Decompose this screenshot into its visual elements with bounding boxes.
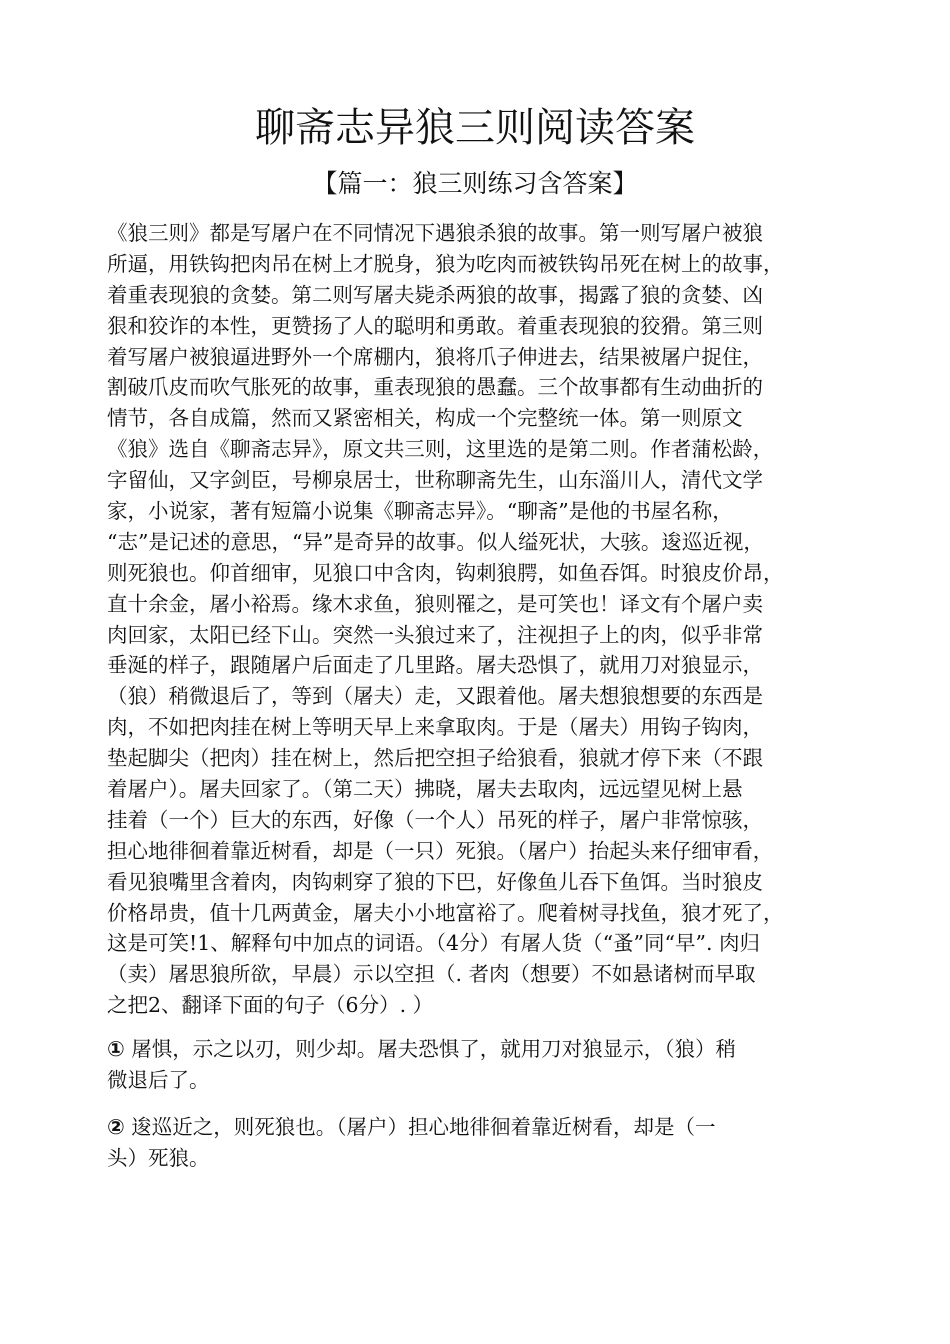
text-line: 之把2、翻译下面的句子（6分）. ）: [107, 993, 434, 1018]
text-line: 挂着（一个）巨大的东西，好像（一个人）吊死的样子，屠户非常惊骇，: [107, 807, 763, 832]
text-line: 狠和狡诈的本性，更赞扬了人的聪明和勇敢。着重表现狼的狡猾。第三则: [107, 313, 763, 338]
text-line: （狼）稍微退后了，等到（屠夫）走，又跟着他。屠夫想狼想要的东西是: [107, 684, 763, 709]
item-marker: ②: [107, 1115, 125, 1139]
text-line: 头）死狼。: [107, 1145, 210, 1170]
text-line: 垫起脚尖（把肉）挂在树上，然后把空担子给狼看，狼就才停下来（不跟: [107, 746, 763, 771]
page-title: 聊斋志异狼三则阅读答案: [255, 105, 695, 151]
text-line: 担心地徘徊着靠近树看，却是（一只）死狼。（屠户）抬起头来仔细审看，: [107, 838, 774, 863]
text-line: 价格昂贵，值十几两黄金，屠夫小小地富裕了。爬着树寻找鱼，狼才死了，: [107, 900, 784, 925]
text-line: 《狼三则》都是写屠户在不同情况下遇狼杀狼的故事。第一则写屠户被狼: [107, 221, 763, 245]
text-line: 着重表现狼的贪婪。第二则写屠夫毙杀两狼的故事，揭露了狼的贪婪、凶: [107, 282, 763, 307]
text-line: 看见狼嘴里含着肉，肉钩刺穿了狼的下巴，好像鱼儿吞下鱼饵。当时狼皮: [107, 869, 763, 894]
answer-item-2: [107, 1112, 857, 1174]
body-text: [107, 218, 857, 1021]
text-line: 割破爪皮而吹气胀死的故事，重表现狼的愚蠢。三个故事都有生动曲折的: [107, 375, 763, 400]
text-line: 逡巡近之，则死狼也。（屠户）担心地徘徊着靠近树看，却是（一: [124, 1115, 716, 1139]
text-line: 着屠户）。屠夫回家了。（第二天）拂晓，屠夫去取肉，远远望见树上悬: [107, 777, 743, 802]
text-line: 微退后了。: [107, 1067, 210, 1092]
text-line: 则死狼也。仰首细审，见狼口中含肉，钩刺狼腭，如鱼吞饵。时狼皮价昂，: [107, 560, 784, 585]
text-line: 肉，不如把肉挂在树上等明天早上来拿取肉。于是（屠夫）用钩子钩肉，: [107, 715, 763, 740]
section-heading: 【篇一：狼三则练习含答案】: [312, 169, 638, 198]
text-line: 字留仙，又字剑臣，号柳泉居士，世称聊斋先生，山东淄川人，清代文学: [107, 468, 763, 493]
text-line: 这是可笑!1、解释句中加点的词语。（4分）有屠人货（“蚤”同“早”. 肉归: [107, 931, 761, 956]
text-line: “志”是记述的意思，“异”是奇异的故事。似人缢死状，大骇。逡巡近视，: [107, 529, 764, 554]
answer-item-1: [107, 1034, 857, 1096]
text-line: 《狼》选自《聊斋志异》，原文共三则，这里选的是第二则。作者蒲松龄，: [107, 437, 774, 462]
text-line: （卖）屠思狼所欲，早晨）示以空担（. 者肉（想要）不如悬诸树而早取: [107, 962, 756, 987]
text-line: 垂涎的样子，跟随屠户后面走了几里路。屠夫恐惧了，就用刀对狼显示，: [107, 653, 763, 678]
text-line: 家，小说家，著有短篇小说集《聊斋志异》。“聊斋”是他的书屋名称，: [107, 499, 733, 524]
text-line: 屠惧，示之以刃，则少却。屠夫恐惧了，就用刀对狼显示，（狼）稍: [124, 1037, 737, 1061]
text-line: 肉回家，太阳已经下山。突然一头狼过来了，注视担子上的肉，似乎非常: [107, 622, 763, 647]
text-line: 直十余金，屠小裕焉。缘木求鱼，狼则罹之，是可笑也！译文有个屠户卖: [107, 591, 763, 616]
text-line: 着写屠户被狼逼进野外一个席棚内，狼将爪子伸进去，结果被屠户捉住，: [107, 344, 763, 369]
item-marker: ①: [107, 1037, 125, 1061]
text-line: 所逼，用铁钩把肉吊在树上才脱身，狼为吃肉而被铁钩吊死在树上的故事，: [107, 251, 784, 276]
text-line: 情节，各自成篇，然而又紧密相关，构成一个完整统一体。第一则原文: [107, 406, 743, 431]
